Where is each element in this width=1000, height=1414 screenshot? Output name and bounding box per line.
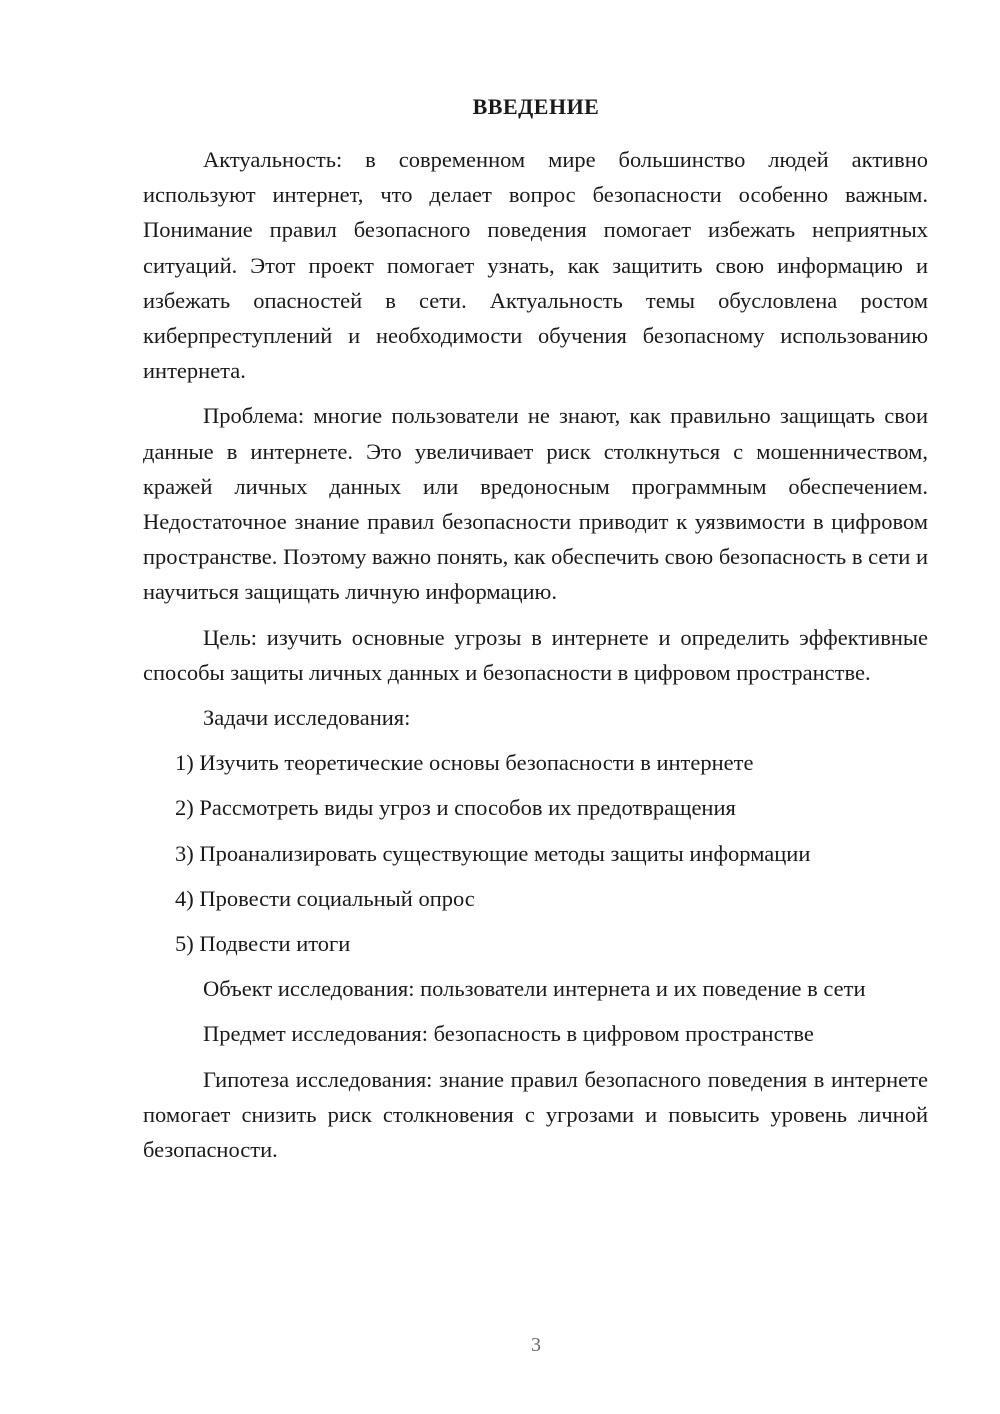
list-item: 4) Провести социальный опрос (175, 885, 475, 911)
section-title: ВВЕДЕНИЕ (472, 94, 600, 119)
body-text (143, 142, 928, 1177)
list-item: 2) Рассмотреть виды угроз и способов их предотвращения (175, 795, 736, 821)
list-item: 1) Изучить теоретические основы безопасности в интернете (175, 750, 754, 776)
paragraph-hypothesis: Гипотеза исследования: знание правил безопасного поведения в интернете помогает снизить риск столкновения с угрозами и повысить уровень личной безопасности. (143, 1066, 928, 1163)
list-item: 5) Подвести итоги (175, 931, 351, 957)
paragraph-subject: Предмет исследования: безопасность в цифровом пространстве (203, 1021, 814, 1047)
paragraph-object: Объект исследования: пользователи интернета и их поведение в сети (203, 976, 866, 1002)
list-item: 3) Проанализировать существующие методы защиты информации (175, 840, 811, 866)
page-number: 3 (531, 1334, 541, 1356)
paragraph-tasks-heading: Задачи исследования: (203, 705, 411, 731)
paragraph-relevance: Актуальность: в современном мире большинство людей активно используют интернет, что делает вопрос безопасности особенно важным. Понимание правил безопасного поведения помогает избежать неприятных ситуаций. Этот проект помогает узнать, как защитить свою информацию и избежать опасностей в сети. Актуальность темы обусловлена ростом киберпреступлений и необходимости обучения безопасному использованию интернета. (143, 147, 928, 384)
tasks-list (143, 745, 928, 961)
paragraph-goal: Цель: изучить основные угрозы в интернете и определить эффективные способы защиты личных данных и безопасности в цифровом пространстве. (143, 624, 928, 685)
paragraph-problem: Проблема: многие пользователи не знают, как правильно защищать свои данные в интернете. Это увеличивает риск столкнуться с мошенничеством, кражей личных данных или вредоносным программным обеспечением. Недостаточное знание правил безопасности приводит к уязвимости в цифровом пространстве. Поэтому важно понять, как обеспечить свою безопасность в сети и научиться защищать личную информацию. (143, 403, 928, 605)
